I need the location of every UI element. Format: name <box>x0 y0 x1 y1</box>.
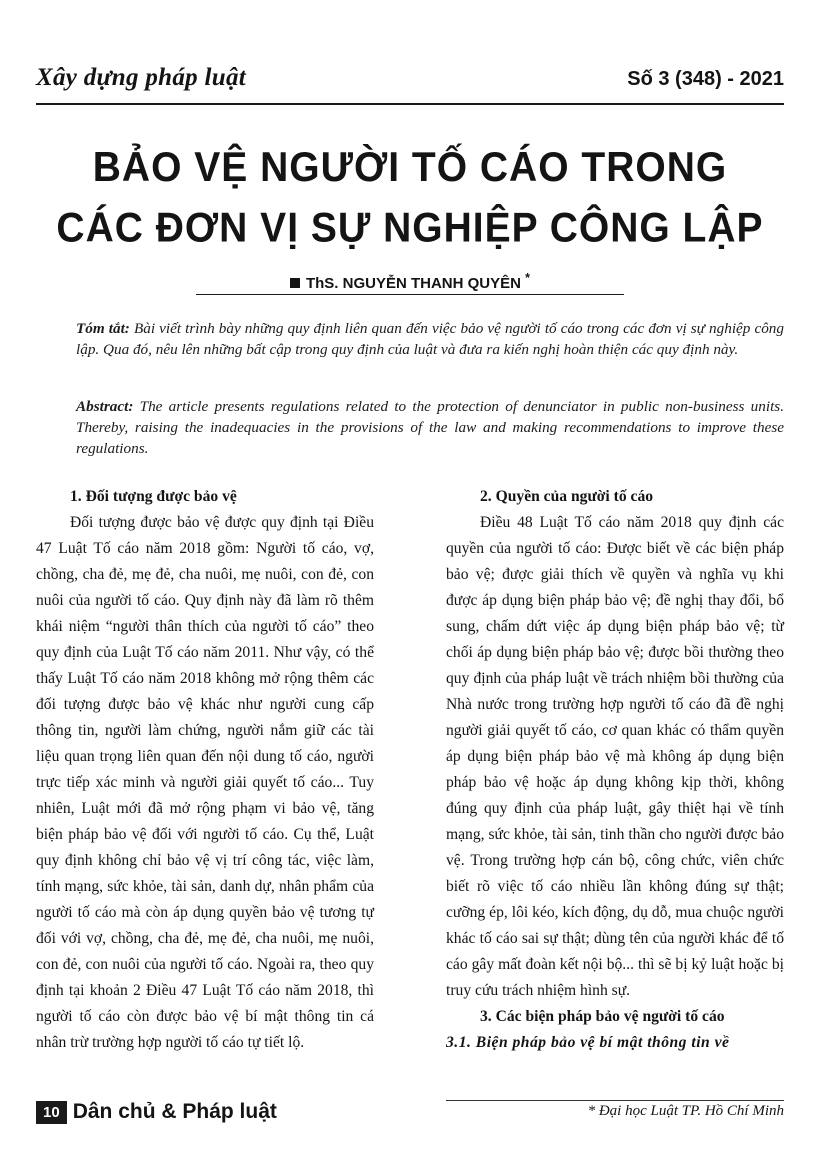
section-1-heading: 1. Đối tượng được bảo vệ <box>70 488 237 505</box>
issue-number: Số 3 (348) - 2021 <box>627 68 784 90</box>
section-1-paragraph: Đối tượng được bảo vệ được quy định tại Điều 47 Luật Tố cáo năm 2018 gồm: Người tố cáo, vợ, chồng, cha đẻ, mẹ đẻ, cha nuôi, mẹ nuôi, con đẻ, con nuôi của người tố cáo. Quy định này đã làm rõ thêm khái niệm “người thân thích của người tố cáo” theo quy định của Luật Tố cáo năm 2011. Như vậy, có thể thấy Luật Tố cáo năm 2018 không mở rộng thêm các đối tượng được bảo vệ khác như người cung cấp thông tin, người làm chứng, người nắm giữ các tài liệu quan trọng liên quan đến nội dung tố cáo, người trực tiếp xác minh và người giải quyết tố cáo... Tuy nhiên, Luật mới đã mở rộng phạm vi bảo vệ, tăng biện pháp bảo vệ đối với người tố cáo. Cụ thể, Luật quy định không chỉ bảo vệ vị trí công tác, việc làm, tính mạng, sức khỏe, tài sản, danh dự, nhân phẩm của người tố cáo mà còn áp dụng quyền bảo vệ tương tự đối với vợ, chồng, cha đẻ, mẹ đẻ, cha nuôi, mẹ nuôi, con đẻ, con nuôi của người tố cáo. Ngoài ra, theo quy định tại khoản 2 Điều 47 Luật Tố cáo năm 2018, thì người tố cáo còn được bảo vệ bí mật thông tin cá nhân trừ trường hợp người tố cáo tự tiết lộ. <box>36 514 374 1051</box>
header-divider <box>36 103 784 105</box>
section-2-heading: 2. Quyền của người tố cáo <box>480 488 654 505</box>
article-title <box>40 138 780 259</box>
abstract-vi-text: Bài viết trình bày những quy định liên quan đến việc bảo vệ người tố cáo trong các đơn vị sự nghiệp công lập. Qua đó, nêu lên những bất cập trong quy định của luật và đưa ra kiến nghị hoàn thiện các quy định này. <box>76 320 784 358</box>
author-name: ThS. NGUYỄN THANH QUYÊN <box>305 275 521 292</box>
right-column <box>446 484 784 1056</box>
section-3-1-subheading: 3.1. Biện pháp bảo vệ bí mật thông tin về <box>446 1034 730 1051</box>
abstract-vi-label: Tóm tắt: <box>76 320 130 337</box>
footnote-divider <box>446 1100 784 1101</box>
section-name: Xây dựng pháp luật <box>36 64 247 91</box>
author-divider <box>196 294 624 295</box>
abstract-en-text: The article presents regulations related to the protection of denunciator in public non-business units. Thereby, raising the inadequacies in the provisions of the law and making recommendations to improve these regulations. <box>76 398 784 457</box>
author-line <box>0 271 820 292</box>
magazine-name: Dân chủ & Pháp luật <box>72 1100 277 1123</box>
bullet-square-icon <box>290 278 300 288</box>
running-header <box>36 62 784 98</box>
abstract-vietnamese <box>76 318 784 360</box>
author-affiliation-footnote: * Đại học Luật TP. Hồ Chí Minh <box>587 1103 784 1119</box>
section-2-paragraph: Điều 48 Luật Tố cáo năm 2018 quy định các quyền của người tố cáo: Được biết về các biện pháp bảo vệ; được giải thích về quyền và nghĩa vụ khi được áp dụng biện pháp bảo vệ; đề nghị thay đổi, bổ sung, chấm dứt việc áp dụng biện pháp bảo vệ; từ chối áp dụng biện pháp bảo vệ; được bồi thường theo quy định của pháp luật về trách nhiệm bồi thường của Nhà nước trong trường hợp người tố cáo đã đề nghị người giải quyết tố cáo, cơ quan khác có thẩm quyền áp dụng biện pháp bảo vệ mà không áp dụng biện pháp bảo vệ hoặc áp dụng không kịp thời, không đúng quy định của pháp luật, gây thiệt hại về tính mạng, sức khỏe, tài sản, tinh thần cho người được bảo vệ. Trong trường hợp cán bộ, công chức, viên chức biết rõ việc tố cáo nhiều lần không đúng sự thật; cưỡng ép, lôi kéo, kích động, dụ dỗ, mua chuộc người khác tố cáo sai sự thật; dùng tên của người khác để tố cáo gây mất đoàn kết nội bộ... thì sẽ bị kỷ luật hoặc bị truy cứu trách nhiệm hình sự. <box>446 514 784 999</box>
left-column <box>36 484 374 1056</box>
page-footer <box>36 1100 277 1126</box>
section-3-heading: 3. Các biện pháp bảo vệ người tố cáo <box>480 1008 725 1025</box>
abstract-english <box>76 396 784 459</box>
author-footnote-marker: * <box>525 271 531 285</box>
title-line-1: BẢO VỆ NGƯỜI TỐ CÁO TRONG <box>92 144 728 191</box>
title-line-2: CÁC ĐƠN VỊ SỰ NGHIỆP CÔNG LẬP <box>56 204 764 252</box>
page-number: 10 <box>36 1101 67 1124</box>
abstract-en-label: Abstract: <box>76 398 134 415</box>
